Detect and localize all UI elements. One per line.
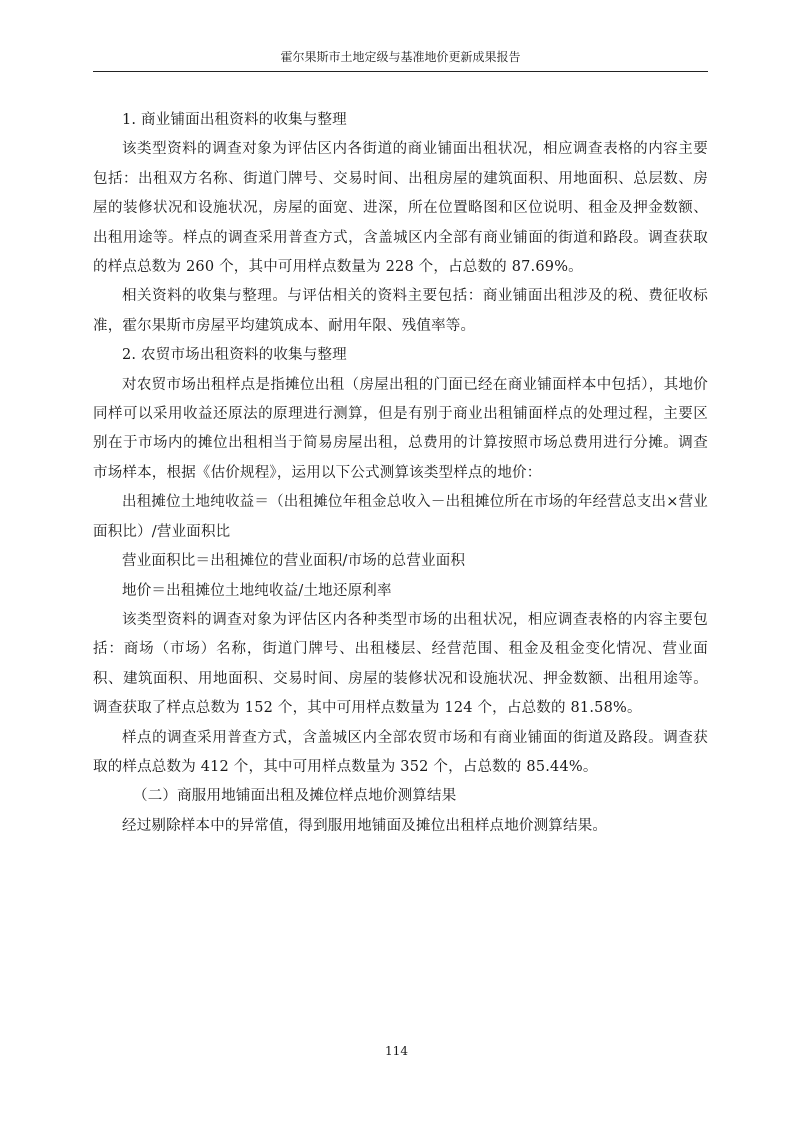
section-heading-commercial: 1. 商业铺面出租资料的收集与整理 [122,112,347,128]
formula-land-price: 地价＝出租摊位土地纯收益/土地还原利率 [122,582,392,599]
formula-net-income: 出租摊位土地纯收益＝（出租摊位年租金总收入－出租摊位所在市场的年经营总支出×营业面积比）/营业面积比 [93,494,708,540]
document-body [93,106,708,841]
formula-area-ratio: 营业面积比＝出租摊位的营业面积/市场的总营业面积 [122,553,466,570]
paragraph-sample-census: 样点的调查采用普查方式，含盖城区内全部农贸市场和有商业铺面的街道及路段。调查获取的样点总数为 412 个，其中可用样点数量为 352 个，占总数的 85.44%。 [93,729,708,775]
section-heading-market: 2. 农贸市场出租资料的收集与整理 [122,347,347,364]
paragraph-market-stalls: 对农贸市场出租样点是指摊位出租（房屋出租的门面已经在商业铺面样本中包括），其地价同样可以采用收益还原法的原理进行测算，但是有别于商业出租铺面样点的处理过程，主要区别在于市场内的摊位出租相当于简易房屋出租，总费用的计算按照市场总费用进行分摊。调查市场样本，根据《估价规程》，运用以下公式测算该类型样点的地价： [93,376,708,481]
page-header: 霍尔果斯市土地定级与基准地价更新成果报告 [280,50,521,64]
paragraph-results-intro: 经过剔除样本中的异常值，得到服用地铺面及摊位出租样点地价测算结果。 [122,817,608,834]
header-rule [93,71,708,72]
paragraph-market-survey: 该类型资料的调查对象为评估区内各种类型市场的出租状况，相应调查表格的内容主要包括：商场（市场）名称，街道门牌号、出租楼层、经营范围、租金及租金变化情况、营业面积、建筑面积、用地面积、交易时间、房屋的装修状况和设施状况、押金数额、出租用途等。调查获取了样点总数为 152 个，其中可用样点数量为 124 个，占总数的 81.58%。 [93,611,708,717]
paragraph-commercial-survey: 该类型资料的调查对象为评估区内各街道的商业铺面出租状况，相应调查表格的内容主要包括：出租双方名称、街道门牌号、交易时间、出租房屋的建筑面积、用地面积、总层数、房屋的装修状况和设施状况，房屋的面宽、进深，所在位置略图和区位说明、租金及押金数额、出租用途等。样点的调查采用普查方式，含盖城区内全部有商业铺面的街道和路段。调查获取的样点总数为 260 个，其中可用样点数量为 228 个，占总数的 87.69%。 [93,141,708,276]
paragraph-related-materials: 相关资料的收集与整理。与评估相关的资料主要包括：商业铺面出租涉及的税、费征收标准，霍尔果斯市房屋平均建筑成本、耐用年限、残值率等。 [93,288,708,334]
section-heading-results: （二）商服用地铺面出租及摊位样点地价测算结果 [133,788,457,805]
page-number: 114 [385,1044,408,1058]
